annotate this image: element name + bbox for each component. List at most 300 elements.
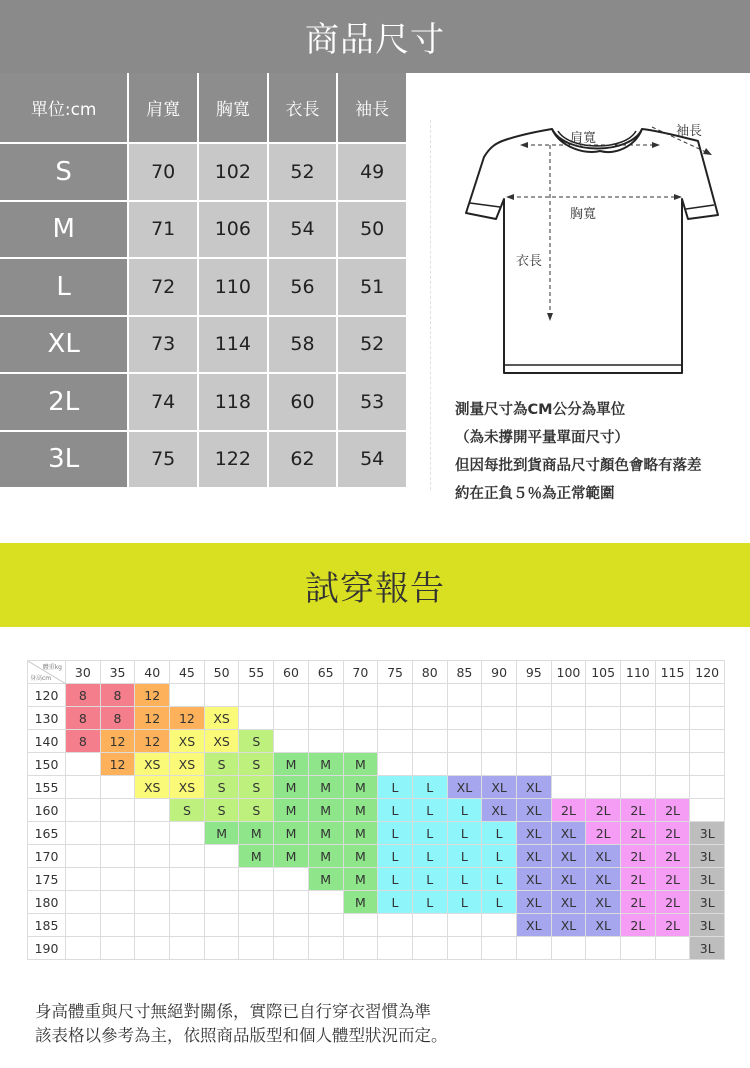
height-header: 180	[28, 891, 66, 914]
size-recommendation-cell	[308, 684, 343, 707]
size-recommendation-cell: 12	[135, 730, 170, 753]
size-recommendation-cell: L	[412, 776, 447, 799]
size-section-banner	[0, 0, 750, 73]
size-recommendation-cell: XL	[516, 799, 551, 822]
size-row	[0, 432, 408, 490]
shoulder-header: 肩寬	[129, 73, 199, 144]
shoulder-label: 肩寬	[570, 131, 597, 146]
size-recommendation-cell	[204, 868, 239, 891]
size-recommendation-cell: 3L	[690, 845, 725, 868]
size-recommendation-cell	[135, 914, 170, 937]
height-row	[28, 707, 725, 730]
size-recommendation-cell	[170, 845, 205, 868]
size-table-header-row	[0, 73, 408, 144]
tryon-section-banner	[0, 543, 750, 627]
size-recommendation-cell	[516, 937, 551, 960]
size-recommendation-cell: 2L	[621, 914, 656, 937]
size-recommendation-cell	[135, 822, 170, 845]
size-recommendation-cell	[551, 684, 586, 707]
size-recommendation-cell	[447, 684, 482, 707]
size-recommendation-cell	[343, 684, 378, 707]
size-recommendation-cell	[516, 707, 551, 730]
size-recommendation-cell	[343, 730, 378, 753]
size-recommendation-cell: L	[378, 891, 413, 914]
size-recommendation-cell: XL	[551, 868, 586, 891]
height-row	[28, 822, 725, 845]
length-value: 52	[269, 144, 339, 202]
note-line: 約在正負５％為正常範圍	[455, 486, 615, 502]
size-recommendation-cell: 8	[100, 684, 135, 707]
size-recommendation-cell	[135, 799, 170, 822]
size-recommendation-cell: 12	[100, 730, 135, 753]
size-recommendation-cell: L	[378, 799, 413, 822]
measurement-notes	[455, 396, 750, 508]
sleeve-value: 54	[338, 432, 408, 490]
size-recommendation-cell: XL	[551, 914, 586, 937]
size-recommendation-cell: S	[239, 799, 274, 822]
size-recommendation-cell: 2L	[621, 822, 656, 845]
size-recommendation-cell	[482, 730, 517, 753]
weight-header: 110	[621, 661, 656, 684]
size-recommendation-cell	[551, 937, 586, 960]
length-value: 58	[269, 317, 339, 375]
sleeve-value: 53	[338, 374, 408, 432]
size-recommendation-cell	[100, 822, 135, 845]
size-recommendation-cell	[308, 891, 343, 914]
size-recommendation-cell: 2L	[655, 845, 690, 868]
size-recommendation-cell	[135, 868, 170, 891]
size-recommendation-cell	[690, 730, 725, 753]
size-recommendation-cell: XL	[586, 891, 621, 914]
size-recommendation-cell: L	[378, 845, 413, 868]
size-recommendation-cell: XL	[551, 822, 586, 845]
size-recommendation-cell: L	[378, 776, 413, 799]
size-recommendation-cell	[482, 914, 517, 937]
size-recommendation-cell	[100, 937, 135, 960]
size-recommendation-cell	[239, 914, 274, 937]
size-recommendation-cell: L	[482, 868, 517, 891]
size-recommendation-cell: XL	[482, 799, 517, 822]
size-recommendation-cell: L	[412, 845, 447, 868]
size-recommendation-cell: XL	[516, 914, 551, 937]
weight-header: 75	[378, 661, 413, 684]
size-recommendation-cell: XL	[551, 845, 586, 868]
size-recommendation-cell	[586, 937, 621, 960]
size-recommendation-cell	[690, 684, 725, 707]
size-recommendation-cell: 12	[100, 753, 135, 776]
size-recommendation-cell: L	[447, 822, 482, 845]
weight-header: 85	[447, 661, 482, 684]
size-recommendation-cell	[378, 707, 413, 730]
weight-header: 30	[66, 661, 101, 684]
size-recommendation-cell	[378, 914, 413, 937]
size-recommendation-cell: L	[482, 845, 517, 868]
size-recommendation-cell	[239, 684, 274, 707]
size-recommendation-cell: 3L	[690, 891, 725, 914]
size-recommendation-cell: XL	[516, 822, 551, 845]
chest-value: 110	[199, 259, 269, 317]
size-recommendation-cell	[655, 753, 690, 776]
size-recommendation-cell: M	[239, 845, 274, 868]
height-row	[28, 684, 725, 707]
note-line: 但因每批到貨商品尺寸顏色會略有落差	[455, 458, 702, 474]
size-recommendation-cell	[516, 730, 551, 753]
height-row	[28, 845, 725, 868]
weight-header: 55	[239, 661, 274, 684]
size-recommendation-cell: L	[447, 845, 482, 868]
size-recommendation-cell	[274, 891, 309, 914]
unit-header: 單位:cm	[0, 73, 129, 144]
size-recommendation-cell	[690, 799, 725, 822]
size-recommendation-cell	[343, 707, 378, 730]
size-recommendation-cell: 2L	[655, 914, 690, 937]
size-recommendation-cell	[66, 914, 101, 937]
height-header: 150	[28, 753, 66, 776]
size-recommendation-cell: L	[482, 822, 517, 845]
sleeve-value: 49	[338, 144, 408, 202]
length-value: 56	[269, 259, 339, 317]
size-recommendation-cell	[100, 845, 135, 868]
size-recommendation-cell	[621, 730, 656, 753]
size-recommendation-cell: M	[274, 776, 309, 799]
weight-header: 115	[655, 661, 690, 684]
weight-header-row	[28, 661, 725, 684]
size-recommendation-cell	[412, 914, 447, 937]
size-recommendation-cell	[447, 914, 482, 937]
size-recommendation-cell	[274, 684, 309, 707]
size-recommendation-cell	[274, 707, 309, 730]
weight-header: 40	[135, 661, 170, 684]
size-recommendation-cell: 8	[100, 707, 135, 730]
size-recommendation-cell	[621, 776, 656, 799]
size-recommendation-cell: 12	[135, 707, 170, 730]
size-row	[0, 202, 408, 260]
size-recommendation-cell	[170, 822, 205, 845]
size-recommendation-cell	[655, 937, 690, 960]
size-recommendation-cell	[447, 707, 482, 730]
size-recommendation-cell	[66, 891, 101, 914]
shoulder-value: 70	[129, 144, 199, 202]
size-recommendation-cell: 3L	[690, 937, 725, 960]
size-recommendation-cell	[170, 937, 205, 960]
height-header: 175	[28, 868, 66, 891]
weight-header: 95	[516, 661, 551, 684]
size-recommendation-cell	[690, 753, 725, 776]
size-recommendation-cell: 2L	[621, 799, 656, 822]
size-recommendation-cell	[378, 684, 413, 707]
length-value: 60	[269, 374, 339, 432]
chest-value: 114	[199, 317, 269, 375]
size-recommendation-cell: XL	[551, 891, 586, 914]
size-recommendation-cell: L	[378, 822, 413, 845]
size-recommendation-cell	[621, 937, 656, 960]
size-recommendation-cell: L	[447, 891, 482, 914]
size-recommendation-cell: 8	[66, 684, 101, 707]
size-row	[0, 259, 408, 317]
size-recommendation-cell: M	[343, 868, 378, 891]
size-recommendation-cell: M	[274, 799, 309, 822]
size-recommendation-cell	[66, 845, 101, 868]
size-recommendation-cell	[655, 730, 690, 753]
size-recommendation-cell	[135, 937, 170, 960]
size-recommendation-cell	[412, 730, 447, 753]
size-recommendation-cell	[621, 707, 656, 730]
size-recommendation-cell: M	[343, 845, 378, 868]
size-recommendation-cell: S	[239, 776, 274, 799]
height-axis-label: 身高cm	[30, 675, 52, 682]
tryon-grid	[27, 660, 725, 960]
height-row	[28, 753, 725, 776]
size-recommendation-cell	[100, 776, 135, 799]
size-recommendation-cell	[308, 730, 343, 753]
size-recommendation-cell: 2L	[655, 822, 690, 845]
size-recommendation-cell: 2L	[586, 799, 621, 822]
size-recommendation-cell	[412, 707, 447, 730]
size-recommendation-cell: XS	[204, 730, 239, 753]
size-recommendation-cell	[66, 937, 101, 960]
sleeve-value: 52	[338, 317, 408, 375]
size-recommendation-cell	[239, 891, 274, 914]
size-recommendation-cell: S	[204, 776, 239, 799]
size-recommendation-cell	[516, 753, 551, 776]
shirt-diagram	[420, 95, 750, 395]
tryon-section-title: 試穿報告	[305, 568, 445, 609]
size-recommendation-cell: XL	[586, 914, 621, 937]
size-recommendation-cell	[274, 868, 309, 891]
size-recommendation-cell	[482, 684, 517, 707]
size-recommendation-cell: 2L	[621, 845, 656, 868]
size-recommendation-cell	[482, 753, 517, 776]
size-recommendation-cell: M	[308, 822, 343, 845]
chest-label: 胸寬	[570, 207, 597, 222]
size-recommendation-cell	[170, 891, 205, 914]
size-recommendation-cell: S	[204, 799, 239, 822]
size-recommendation-cell: 2L	[621, 868, 656, 891]
size-recommendation-cell: M	[343, 891, 378, 914]
size-recommendation-cell	[170, 684, 205, 707]
size-recommendation-cell	[135, 891, 170, 914]
size-label: S	[0, 144, 129, 202]
size-recommendation-cell	[655, 776, 690, 799]
size-recommendation-cell	[204, 891, 239, 914]
height-row	[28, 776, 725, 799]
size-recommendation-cell	[412, 753, 447, 776]
sleeve-header: 袖長	[338, 73, 408, 144]
size-recommendation-cell: XL	[516, 891, 551, 914]
size-recommendation-cell	[551, 776, 586, 799]
size-recommendation-cell: 8	[66, 707, 101, 730]
weight-header: 100	[551, 661, 586, 684]
size-recommendation-cell: L	[412, 822, 447, 845]
size-recommendation-cell	[308, 707, 343, 730]
size-recommendation-cell: L	[447, 799, 482, 822]
size-label: 3L	[0, 432, 129, 490]
size-recommendation-cell: L	[378, 868, 413, 891]
size-recommendation-cell	[66, 822, 101, 845]
size-recommendation-cell: XL	[586, 845, 621, 868]
size-recommendation-cell: XL	[516, 845, 551, 868]
size-recommendation-cell: M	[308, 776, 343, 799]
size-recommendation-cell: S	[170, 799, 205, 822]
size-recommendation-cell: XS	[204, 707, 239, 730]
weight-header: 80	[412, 661, 447, 684]
size-label: 2L	[0, 374, 129, 432]
size-recommendation-cell	[378, 937, 413, 960]
weight-header: 120	[690, 661, 725, 684]
weight-header: 65	[308, 661, 343, 684]
footer-line: 該表格以參考為主，依照商品版型和個人體型狀況而定。	[35, 1026, 448, 1045]
size-section-title: 商品尺寸	[305, 20, 445, 60]
weight-header: 35	[100, 661, 135, 684]
size-recommendation-cell	[66, 799, 101, 822]
size-recommendation-cell: L	[412, 868, 447, 891]
size-recommendation-cell	[239, 868, 274, 891]
size-recommendation-cell: 8	[66, 730, 101, 753]
size-recommendation-cell: 2L	[551, 799, 586, 822]
size-recommendation-cell: L	[482, 891, 517, 914]
size-recommendation-cell: 2L	[655, 891, 690, 914]
length-value: 62	[269, 432, 339, 490]
weight-axis-label: 體重kg	[42, 664, 62, 671]
size-recommendation-cell	[100, 799, 135, 822]
size-recommendation-cell	[551, 707, 586, 730]
size-recommendation-cell	[308, 937, 343, 960]
size-recommendation-cell	[343, 937, 378, 960]
size-recommendation-cell: 3L	[690, 822, 725, 845]
weight-header: 45	[170, 661, 205, 684]
length-header: 衣長	[269, 73, 339, 144]
size-recommendation-cell	[655, 684, 690, 707]
size-recommendation-cell: 2L	[586, 822, 621, 845]
height-header: 165	[28, 822, 66, 845]
size-recommendation-cell: L	[412, 799, 447, 822]
size-recommendation-cell	[586, 707, 621, 730]
size-recommendation-cell: M	[274, 753, 309, 776]
size-recommendation-cell: 3L	[690, 914, 725, 937]
size-recommendation-cell	[412, 937, 447, 960]
weight-header: 90	[482, 661, 517, 684]
size-recommendation-cell: M	[274, 822, 309, 845]
size-recommendation-cell	[482, 937, 517, 960]
size-recommendation-cell: XS	[135, 776, 170, 799]
size-recommendation-cell	[586, 776, 621, 799]
size-recommendation-cell: S	[239, 730, 274, 753]
size-recommendation-cell	[586, 730, 621, 753]
size-label: L	[0, 259, 129, 317]
size-recommendation-cell: XS	[135, 753, 170, 776]
size-recommendation-cell	[239, 937, 274, 960]
size-recommendation-cell: M	[239, 822, 274, 845]
size-recommendation-cell: XL	[516, 776, 551, 799]
size-recommendation-cell	[690, 776, 725, 799]
size-recommendation-cell: 3L	[690, 868, 725, 891]
size-recommendation-cell	[100, 891, 135, 914]
size-recommendation-cell	[447, 730, 482, 753]
shoulder-value: 75	[129, 432, 199, 490]
weight-header: 50	[204, 661, 239, 684]
size-recommendation-cell	[274, 914, 309, 937]
size-recommendation-cell: M	[343, 822, 378, 845]
shoulder-value: 72	[129, 259, 199, 317]
size-recommendation-cell	[100, 914, 135, 937]
footer-line: 身高體重與尺寸無絕對關係，實際已自行穿衣習慣為準	[35, 1002, 431, 1021]
size-recommendation-cell: L	[412, 891, 447, 914]
size-recommendation-cell	[274, 730, 309, 753]
size-recommendation-cell: M	[308, 845, 343, 868]
tryon-grid-wrapper	[27, 660, 725, 960]
size-recommendation-cell	[66, 776, 101, 799]
size-recommendation-cell	[274, 937, 309, 960]
height-header: 170	[28, 845, 66, 868]
height-row	[28, 914, 725, 937]
height-header: 185	[28, 914, 66, 937]
size-recommendation-cell: L	[447, 868, 482, 891]
size-recommendation-cell: XS	[170, 730, 205, 753]
size-recommendation-cell	[447, 753, 482, 776]
size-recommendation-cell: XL	[447, 776, 482, 799]
size-recommendation-cell	[586, 753, 621, 776]
weight-header: 70	[343, 661, 378, 684]
size-recommendation-cell	[447, 937, 482, 960]
height-row	[28, 891, 725, 914]
size-recommendation-cell: XS	[170, 776, 205, 799]
height-header: 190	[28, 937, 66, 960]
size-recommendation-cell	[482, 707, 517, 730]
size-recommendation-cell: XL	[516, 868, 551, 891]
size-recommendation-cell	[204, 845, 239, 868]
grid-corner	[28, 661, 66, 684]
size-recommendation-cell	[239, 707, 274, 730]
chest-value: 106	[199, 202, 269, 260]
size-recommendation-cell	[170, 868, 205, 891]
size-recommendation-cell: 12	[170, 707, 205, 730]
size-recommendation-cell: M	[343, 753, 378, 776]
size-recommendation-cell	[690, 707, 725, 730]
chest-value: 118	[199, 374, 269, 432]
size-recommendation-cell	[516, 684, 551, 707]
height-header: 140	[28, 730, 66, 753]
size-recommendation-cell	[621, 684, 656, 707]
size-recommendation-cell: 2L	[655, 799, 690, 822]
note-line: 測量尺寸為CM公分為單位	[455, 402, 626, 418]
size-recommendation-cell: 12	[135, 684, 170, 707]
size-recommendation-cell: M	[343, 776, 378, 799]
size-recommendation-cell	[204, 684, 239, 707]
shoulder-value: 71	[129, 202, 199, 260]
size-recommendation-cell	[66, 868, 101, 891]
length-value: 54	[269, 202, 339, 260]
size-recommendation-cell: 2L	[621, 891, 656, 914]
height-header: 155	[28, 776, 66, 799]
sleeve-value: 51	[338, 259, 408, 317]
size-recommendation-cell	[204, 914, 239, 937]
weight-header: 60	[274, 661, 309, 684]
size-label: M	[0, 202, 129, 260]
size-recommendation-cell	[135, 845, 170, 868]
size-row	[0, 317, 408, 375]
size-recommendation-cell: M	[308, 753, 343, 776]
size-recommendation-cell: S	[204, 753, 239, 776]
size-recommendation-cell: M	[308, 799, 343, 822]
size-recommendation-cell: M	[204, 822, 239, 845]
height-row	[28, 868, 725, 891]
height-header: 160	[28, 799, 66, 822]
size-recommendation-cell	[412, 684, 447, 707]
size-recommendation-cell	[308, 914, 343, 937]
size-recommendation-cell	[100, 868, 135, 891]
chest-header: 胸寬	[199, 73, 269, 144]
size-recommendation-cell	[551, 730, 586, 753]
